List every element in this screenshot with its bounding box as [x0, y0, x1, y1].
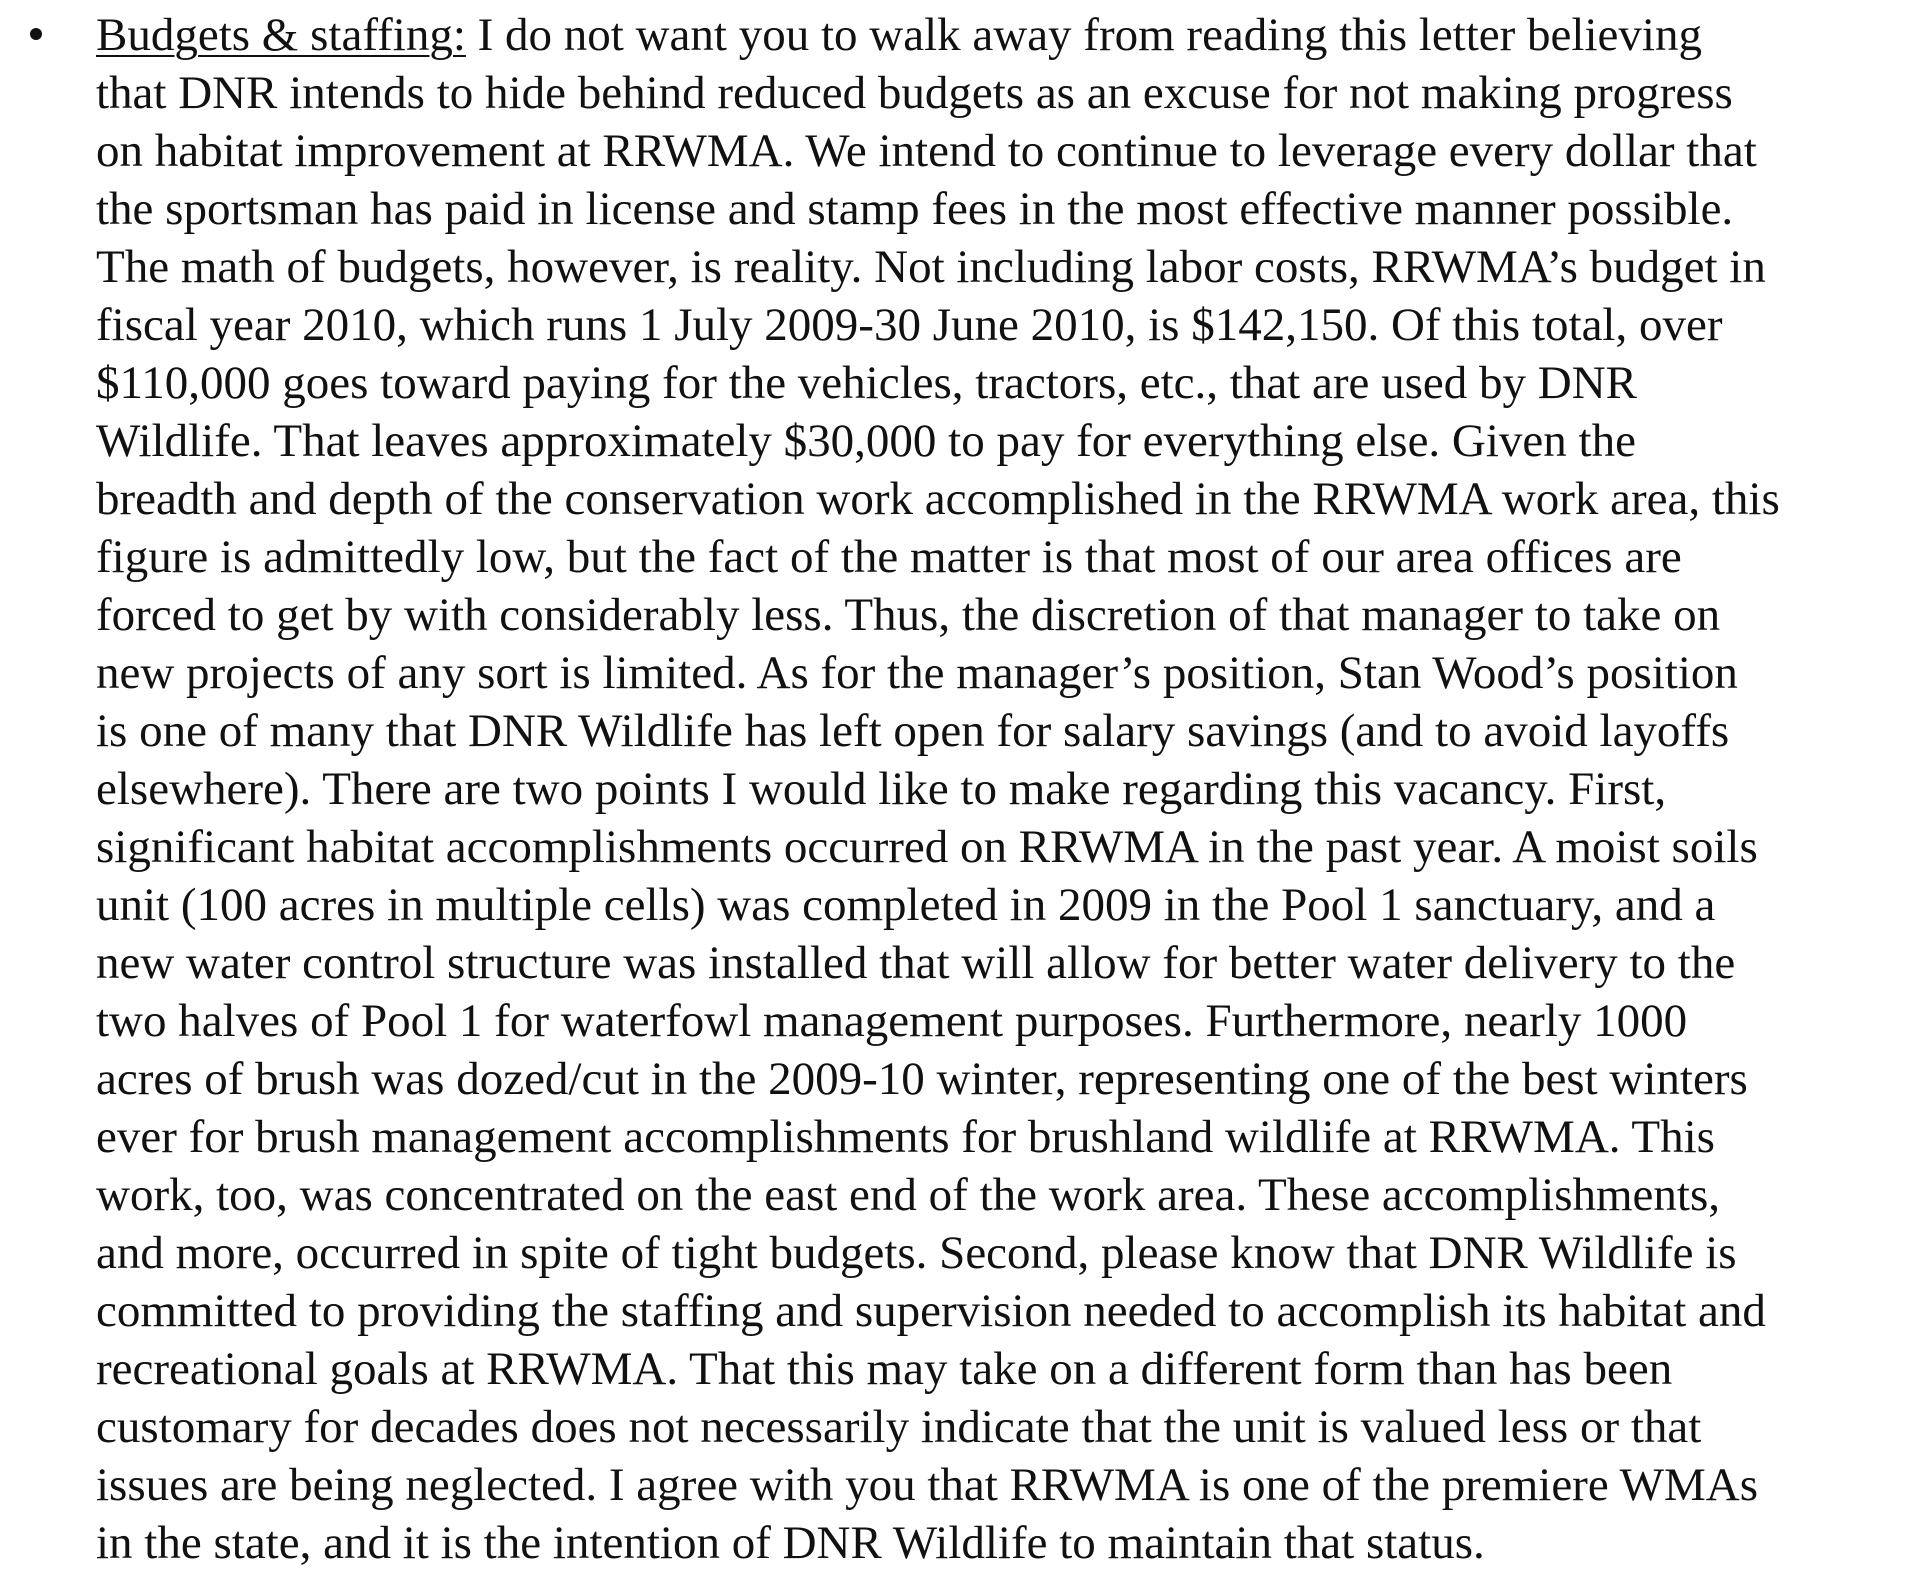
- text-line: breadth and depth of the conservation work accomplished in the RRWMA work area, this: [96, 473, 1780, 525]
- text-line: committed to providing the staffing and supervision needed to accomplish its habitat and: [96, 1285, 1766, 1337]
- text-line: elsewhere). There are two points I would like to make regarding this vacancy. First,: [96, 763, 1667, 815]
- text-line: Wildlife. That leaves approximately $30,000 to pay for everything else. Given the: [96, 415, 1636, 467]
- text-line: and more, occurred in spite of tight budgets. Second, please know that DNR Wildlife is: [96, 1227, 1737, 1279]
- text-line: issues are being neglected. I agree with you that RRWMA is one of the premiere WMAs: [96, 1459, 1758, 1511]
- section-heading: Budgets & staffing:: [96, 9, 466, 61]
- text-line: is one of many that DNR Wildlife has left open for salary savings (and to avoid layoffs: [96, 705, 1730, 757]
- text-line: The math of budgets, however, is reality. Not including labor costs, RRWMA’s budget in: [96, 241, 1766, 293]
- paragraph: [96, 6, 1916, 1572]
- text-line: recreational goals at RRWMA. That this may take on a different form than has been: [96, 1343, 1673, 1395]
- text-line: on habitat improvement at RRWMA. We intend to continue to leverage every dollar that: [96, 125, 1757, 177]
- text-line: [96, 6, 1916, 64]
- text-line: forced to get by with considerably less. Thus, the discretion of that manager to take on: [96, 589, 1721, 641]
- text-line: work, too, was concentrated on the east end of the work area. These accomplishments,: [96, 1169, 1721, 1221]
- text-line: the sportsman has paid in license and stamp fees in the most effective manner possible.: [96, 183, 1734, 235]
- text-line: in the state, and it is the intention of DNR Wildlife to maintain that status.: [96, 1517, 1485, 1569]
- text-line: $110,000 goes toward paying for the vehicles, tractors, etc., that are used by DNR: [96, 357, 1637, 409]
- text-line: that DNR intends to hide behind reduced budgets as an excuse for not making progress: [96, 67, 1733, 119]
- text-line-rest: I do not want you to walk away from reading this letter believing: [465, 9, 1702, 61]
- bullet-point: [30, 28, 42, 40]
- text-line: new water control structure was installed that will allow for better water delivery to the: [96, 937, 1736, 989]
- text-line: figure is admittedly low, but the fact of the matter is that most of our area offices are: [96, 531, 1682, 583]
- text-line: fiscal year 2010, which runs 1 July 2009-30 June 2010, is $142,150. Of this total, over: [96, 299, 1723, 351]
- text-line: customary for decades does not necessarily indicate that the unit is valued less or that: [96, 1401, 1702, 1453]
- text-line: unit (100 acres in multiple cells) was completed in 2009 in the Pool 1 sanctuary, and a: [96, 879, 1716, 931]
- text-line: ever for brush management accomplishments for brushland wildlife at RRWMA. This: [96, 1111, 1715, 1163]
- text-line: new projects of any sort is limited. As for the manager’s position, Stan Wood’s position: [96, 647, 1738, 699]
- text-line: two halves of Pool 1 for waterfowl management purposes. Furthermore, nearly 1000: [96, 995, 1688, 1047]
- text-line: acres of brush was dozed/cut in the 2009-10 winter, representing one of the best winters: [96, 1053, 1748, 1105]
- text-line: significant habitat accomplishments occurred on RRWMA in the past year. A moist soils: [96, 821, 1758, 873]
